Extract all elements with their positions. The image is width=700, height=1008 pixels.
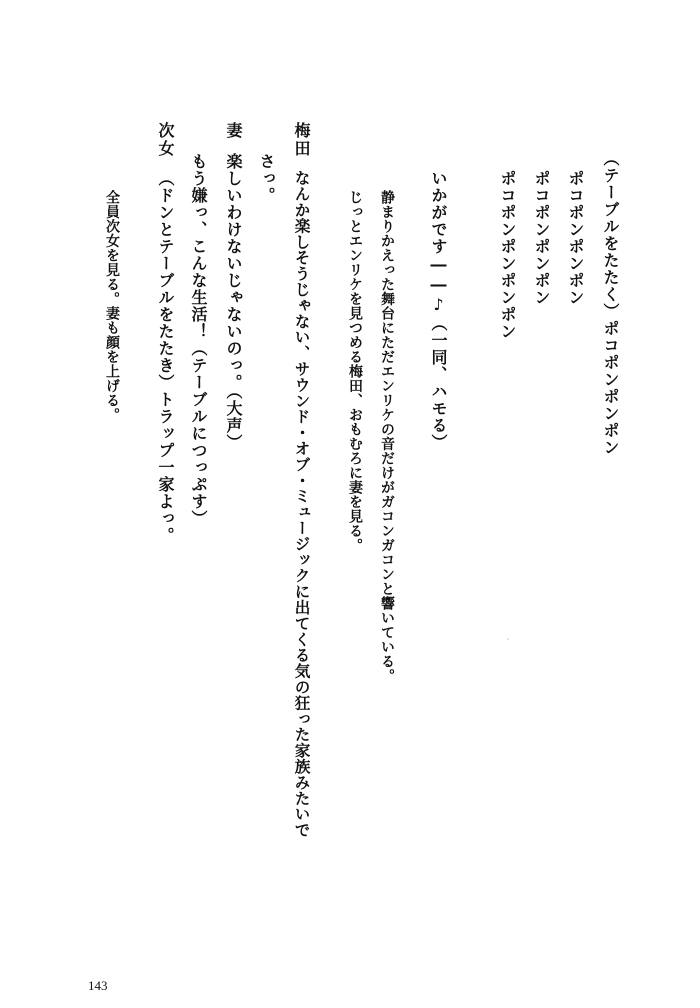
dialogue-wife-continued: もう嫌っ、こんな生活！（テーブルにつっぷす） bbox=[189, 153, 208, 527]
script-line-tapping: （テーブルをたたく）ポコポンポンポン bbox=[601, 150, 620, 456]
speaker-second-daughter: 次女 bbox=[156, 122, 175, 158]
script-line-pokopon-3: ポコポンポンポンポン bbox=[498, 170, 517, 340]
page-number: 143 bbox=[88, 978, 108, 993]
speaker-umeda: 梅田 bbox=[292, 122, 311, 158]
stage-direction-all-look: 全員次女を見る。妻も顔を上げる。 bbox=[104, 190, 120, 422]
dialogue-umeda: なんか楽しそうじゃない、サウンド・オブ・ミュージックに出てくる気の狂った家族みたいで bbox=[292, 170, 311, 838]
speaker-wife: 妻 bbox=[224, 122, 243, 140]
stage-direction-silence: 静まりかえった舞台にただエンリケの音だけがガコンガコンと響いている。 bbox=[379, 190, 395, 683]
stage-direction-umeda-looks: じっとエンリケを見つめる梅田、おもむろに妻を見る。 bbox=[347, 190, 363, 553]
script-line-ikaga: いかがです――♪（一同、ハモる） bbox=[429, 170, 448, 451]
dialogue-wife: 楽しいわけないじゃないのっ。（大声） bbox=[224, 153, 243, 451]
script-line-pokopon-2: ポコポンポンポン bbox=[532, 170, 551, 306]
script-line-pokopon-1: ポコポンポンポン bbox=[566, 170, 585, 306]
dialogue-umeda-continued: さっ。 bbox=[257, 153, 276, 204]
page-speck bbox=[507, 638, 509, 640]
dialogue-second-daughter: （ドンとテーブルをたたき）トラップ一家よっ。 bbox=[156, 170, 175, 544]
